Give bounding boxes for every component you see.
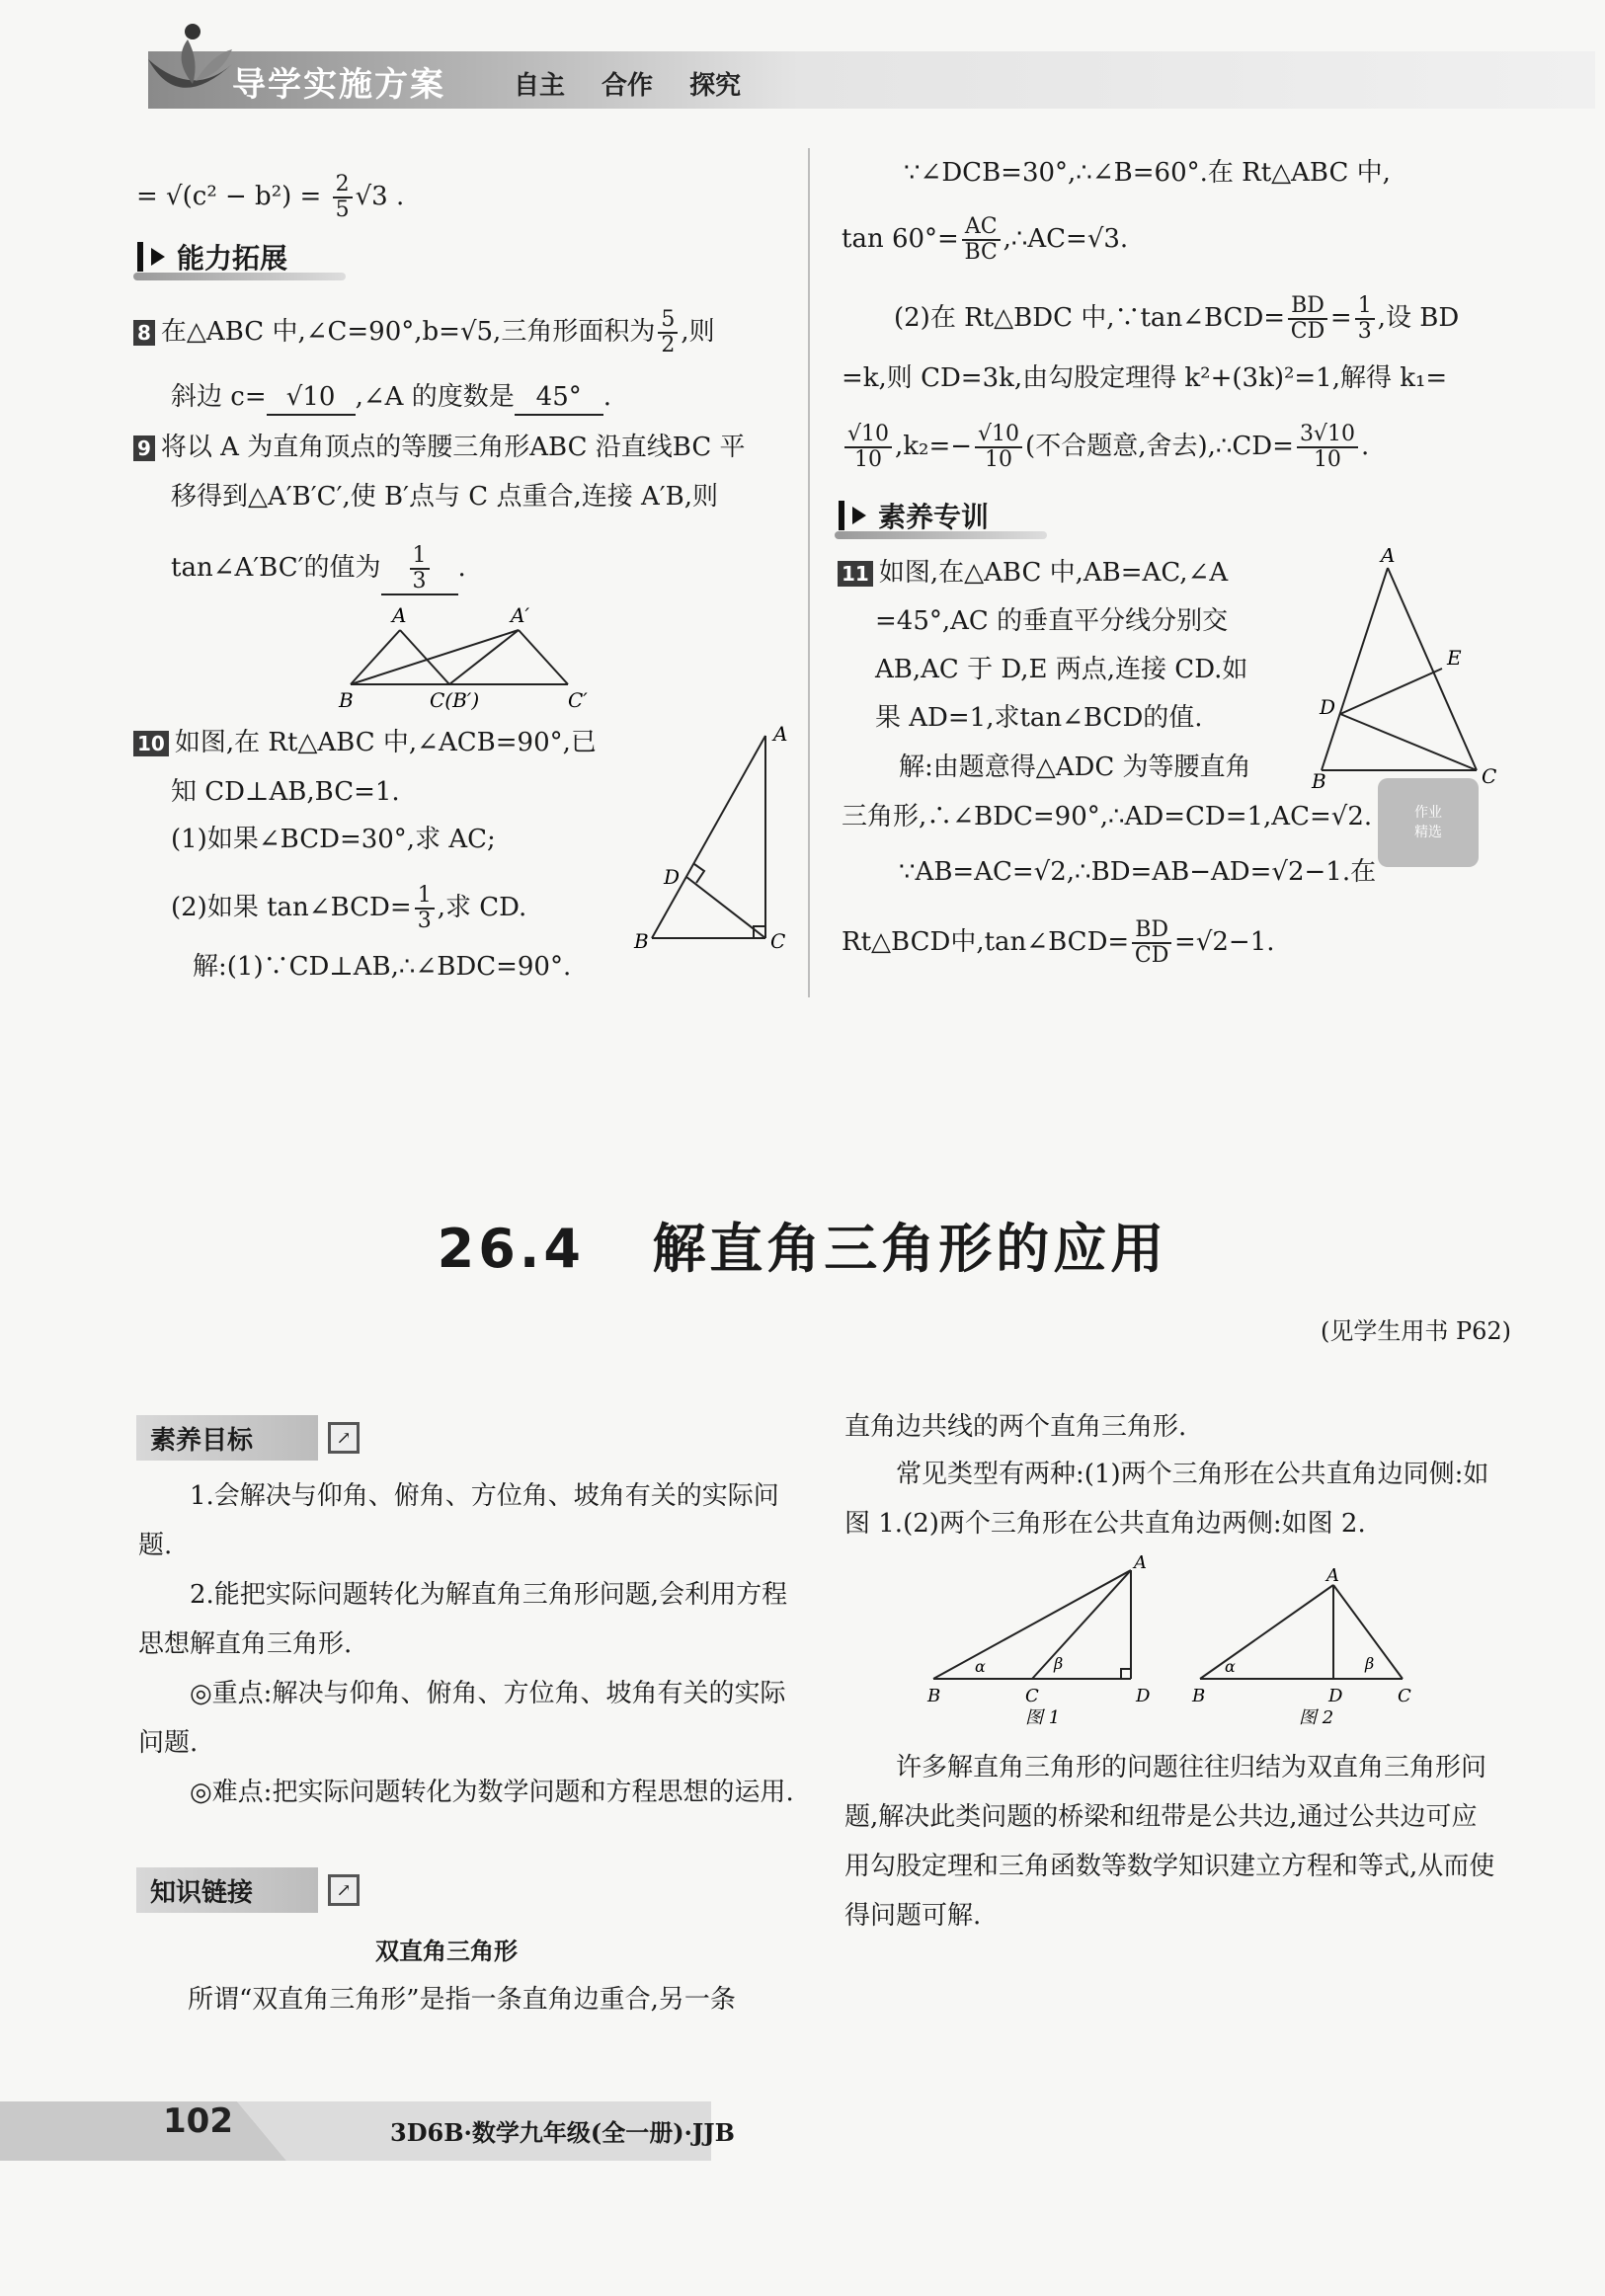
fraction-denominator: 5 bbox=[335, 198, 350, 222]
fraction bbox=[1288, 294, 1327, 344]
equation-tail: √3 . bbox=[355, 182, 405, 211]
solution-text: tan 60°= bbox=[842, 224, 959, 254]
q9-text-line-2: 移得到△A′B′C′,使 B′点与 C 点重合,连接 A′B,则 bbox=[171, 482, 719, 512]
fig-label-d: D bbox=[1320, 695, 1336, 719]
q8-period: . bbox=[602, 382, 611, 412]
fig-label-c-prime: C′ bbox=[568, 688, 588, 712]
column-divider bbox=[808, 148, 810, 997]
fraction-denominator: CD bbox=[1290, 319, 1325, 344]
q10-text: (2)如果 tan∠BCD= bbox=[171, 893, 412, 922]
fraction-denominator: 2 bbox=[661, 333, 676, 357]
question-number: 9 bbox=[133, 435, 155, 461]
question-number: 11 bbox=[838, 561, 873, 587]
equals-sign: = bbox=[1329, 303, 1352, 333]
fig1-label-b: B bbox=[927, 1686, 941, 1706]
right-angle-mark bbox=[1121, 1669, 1131, 1679]
chapter-title bbox=[0, 1207, 1605, 1283]
fig-label-a: A bbox=[773, 722, 788, 746]
q11-text-line-3: AB,AC 于 D,E 两点,连接 CD.如 bbox=[875, 655, 1248, 684]
q9-period: . bbox=[457, 553, 466, 583]
fig1-line bbox=[933, 1570, 1131, 1679]
fraction-denominator: 10 bbox=[854, 447, 882, 472]
goal-1: 1.会解决与仰角、俯角、方位角、坡角有关的实际问题. bbox=[138, 1481, 779, 1560]
fraction bbox=[962, 215, 1001, 265]
q11-text: 如图,在△ABC 中,AB=AC,∠A bbox=[878, 558, 1229, 588]
fraction-numerator: √10 bbox=[844, 423, 892, 448]
footer-band bbox=[0, 2092, 1605, 2171]
q8-text: 斜边 c= bbox=[171, 382, 267, 412]
q11-solution-line-3: ∵AB=AC=√2,∴BD=AB−AD=√2−1.在 bbox=[899, 857, 1377, 887]
fig-label-c: C(B′) bbox=[430, 688, 480, 712]
knowledge-subtitle: 双直角三角形 bbox=[375, 1938, 518, 1965]
q10-line-4 bbox=[171, 884, 526, 933]
question-number: 10 bbox=[133, 731, 169, 756]
fraction bbox=[1355, 294, 1375, 344]
q10-text: ,求 CD. bbox=[437, 893, 527, 922]
question-9 bbox=[133, 431, 746, 464]
arrow-icon: ↗ bbox=[328, 1422, 360, 1454]
double-triangle-figures bbox=[923, 1555, 1457, 1733]
solution-text: ,k₂=− bbox=[895, 432, 973, 461]
fraction-denominator: 3 bbox=[412, 569, 427, 594]
fraction-denominator: BC bbox=[964, 240, 998, 265]
book-code: 3D6B·数学九年级(全一册)·JJB bbox=[390, 2118, 735, 2147]
knowledge-para-2: 常见类型有两种:(1)两个三角形在公共直角边同侧:如图 1.(2)两个三角形在公共直角边两侧:如图 2. bbox=[844, 1460, 1489, 1539]
fraction bbox=[975, 423, 1022, 472]
fig2-label-alpha: α bbox=[1225, 1657, 1236, 1676]
section-ability-title: 能力拓展 bbox=[177, 242, 288, 275]
fraction-numerator: √10 bbox=[975, 423, 1022, 448]
fig2-label-beta: β bbox=[1365, 1654, 1375, 1673]
stamp-text: 精选 bbox=[1414, 825, 1442, 840]
fraction-numerator: 2 bbox=[333, 173, 353, 198]
chapter-number: 26.4 bbox=[437, 1218, 585, 1280]
q8-text: 在△ABC 中,∠C=90°,b=√5,三角形面积为 bbox=[160, 317, 656, 347]
fig-line bbox=[519, 630, 568, 684]
q10-solution-line: 解:(1)∵CD⊥AB,∴∠BDC=90°. bbox=[193, 952, 572, 982]
equation-text: = √(c² − b²) = bbox=[136, 182, 330, 211]
fig2-label-d: D bbox=[1328, 1686, 1343, 1706]
chapter-name: 解直角三角形的应用 bbox=[652, 1218, 1168, 1280]
fig-label-c: C bbox=[1482, 764, 1497, 788]
fig1-label-c: C bbox=[1025, 1686, 1039, 1706]
fraction-numerator: 1 bbox=[410, 544, 430, 570]
fraction-denominator: 10 bbox=[1313, 447, 1341, 472]
fig2-label-b: B bbox=[1192, 1686, 1206, 1706]
fraction-numerator: BD bbox=[1132, 918, 1171, 944]
q8-text: ,∠A 的度数是 bbox=[355, 382, 515, 412]
goals-tag bbox=[136, 1415, 360, 1461]
q9-figure bbox=[331, 600, 607, 719]
goals-label: 素养目标 bbox=[136, 1415, 318, 1461]
solution-text: (2)在 Rt△BDC 中,∵tan∠BCD= bbox=[894, 303, 1286, 333]
solution-line-2 bbox=[842, 215, 1128, 265]
section-literacy bbox=[835, 494, 1047, 539]
fraction-numerator: 5 bbox=[658, 308, 678, 334]
fraction-denominator: 3 bbox=[1357, 319, 1372, 344]
solution-text: (不合题意,舍去),∴CD= bbox=[1025, 432, 1294, 461]
fig-label-c: C bbox=[770, 929, 786, 953]
fig-label-a: A bbox=[392, 603, 407, 627]
fig1-line bbox=[1032, 1570, 1131, 1679]
fig-label-a: A bbox=[1381, 548, 1396, 567]
solution-text: ,设 BD bbox=[1377, 303, 1460, 333]
goal-2: 2.能把实际问题转化为解直角三角形问题,会利用方程思想解直角三角形. bbox=[138, 1580, 788, 1659]
section-ability bbox=[133, 235, 346, 280]
fig1-caption: 图 1 bbox=[1025, 1707, 1061, 1728]
q10-text-line-3: (1)如果∠BCD=30°,求 AC; bbox=[171, 825, 496, 854]
stamp-text: 作业 bbox=[1414, 805, 1442, 821]
fraction bbox=[658, 308, 678, 357]
q11-solution-line-4 bbox=[842, 918, 1275, 968]
q11-text-line-2: =45°,AC 的垂直平分线分别交 bbox=[875, 606, 1229, 636]
watermark-stamp bbox=[1378, 778, 1479, 867]
q9-line-3 bbox=[171, 544, 466, 595]
fig-label-e: E bbox=[1447, 646, 1462, 670]
section-literacy-title: 素养专训 bbox=[878, 501, 990, 533]
fig2-line bbox=[1200, 1585, 1333, 1679]
q10-figure bbox=[622, 721, 800, 958]
fig1-label-a: A bbox=[1134, 1555, 1147, 1573]
question-11 bbox=[838, 556, 1228, 590]
q8-line-2 bbox=[171, 380, 611, 416]
page-header bbox=[0, 0, 1605, 119]
question-10 bbox=[133, 726, 597, 759]
fig-line bbox=[652, 736, 765, 938]
solution-period: . bbox=[1360, 432, 1370, 461]
fraction-numerator: AC bbox=[962, 215, 1001, 241]
fraction-denominator: 3 bbox=[417, 909, 432, 933]
fig2-caption: 图 2 bbox=[1299, 1707, 1334, 1728]
fig-line bbox=[1340, 669, 1442, 714]
fig2-label-a: A bbox=[1326, 1565, 1339, 1586]
q9-text: 将以 A 为直角顶点的等腰三角形ABC 沿直线BC 平 bbox=[160, 433, 746, 462]
question-number: 8 bbox=[133, 320, 155, 346]
answer-blank bbox=[381, 544, 458, 595]
fig-label-d: D bbox=[664, 865, 681, 889]
fraction-numerator: 1 bbox=[415, 884, 435, 910]
fraction bbox=[1132, 918, 1171, 968]
fraction bbox=[415, 884, 435, 933]
q11-solution-line-1: 解:由题意得△ADC 为等腰直角 bbox=[899, 752, 1251, 782]
fig2-label-c: C bbox=[1398, 1686, 1411, 1706]
header-title: 导学实施方案 bbox=[232, 65, 445, 105]
fraction-numerator: 3√10 bbox=[1297, 423, 1358, 448]
right-angle-mark bbox=[694, 864, 704, 883]
equation-line bbox=[136, 173, 404, 222]
answer-blank: √10 bbox=[267, 380, 356, 416]
q10-text: 如图,在 Rt△ABC 中,∠ACB=90°,已 bbox=[174, 728, 597, 757]
fig-line bbox=[449, 630, 519, 684]
knowledge-tag bbox=[136, 1867, 360, 1913]
page-number: 102 bbox=[163, 2101, 233, 2141]
fig-label-b: B bbox=[634, 929, 649, 953]
answer-blank: 45° bbox=[515, 380, 603, 416]
q8-text-end: ,则 bbox=[681, 317, 715, 347]
knowledge-para-1: 所谓“双直角三角形”是指一条直角边重合,另一条 bbox=[188, 1985, 736, 2015]
reference-note: (见学生用书 P62) bbox=[1320, 1317, 1511, 1345]
q10-text-line-2: 知 CD⊥AB,BC=1. bbox=[171, 777, 400, 807]
fraction bbox=[844, 423, 892, 472]
header-tags: 自主 合作 探究 bbox=[514, 71, 742, 101]
fraction-numerator: 1 bbox=[1355, 294, 1375, 320]
fraction-numerator: BD bbox=[1288, 294, 1327, 320]
solution-text: ,∴AC=√3. bbox=[1003, 224, 1129, 254]
solution-line-1: ∵∠DCB=30°,∴∠B=60°.在 Rt△ABC 中, bbox=[904, 158, 1391, 188]
arrow-icon: ↗ bbox=[328, 1874, 360, 1906]
solution-text: =√2−1. bbox=[1174, 927, 1275, 957]
goal-hard: ◎难点:把实际问题转化为数学问题和方程思想的运用. bbox=[190, 1778, 794, 1807]
q11-figure bbox=[1304, 548, 1501, 790]
q11-solution-line-2: 三角形,∴∠BDC=90°,∴AD=CD=1,AC=√2. bbox=[842, 802, 1373, 831]
fraction bbox=[1297, 423, 1358, 472]
fig1-label-d: D bbox=[1136, 1686, 1151, 1706]
solution-text: Rt△BCD中,tan∠BCD= bbox=[842, 927, 1130, 957]
q9-text: tan∠A′BC′的值为 bbox=[171, 553, 381, 583]
knowledge-label: 知识链接 bbox=[136, 1867, 318, 1913]
fig1-label-beta: β bbox=[1054, 1654, 1064, 1673]
solution-line-4: =k,则 CD=3k,由勾股定理得 k²+(3k)²=1,解得 k₁= bbox=[842, 363, 1448, 393]
fraction bbox=[333, 173, 353, 222]
fraction-denominator: CD bbox=[1134, 943, 1169, 968]
solution-line-5 bbox=[842, 423, 1369, 472]
q11-text-line-4: 果 AD=1,求tan∠BCD的值. bbox=[875, 703, 1203, 733]
fig-line bbox=[1322, 568, 1388, 770]
knowledge-para-1-cont: 直角边共线的两个直角三角形. bbox=[844, 1412, 1187, 1442]
question-8 bbox=[133, 308, 715, 357]
solution-line-3 bbox=[894, 294, 1459, 344]
knowledge-para-3: 许多解直角三角形的问题往往归结为双直角三角形问题,解决此类问题的桥梁和纽带是公共边,通过公共边可应用勾股定理和三角函数等数学知识建立方程和等式,从而使得问题可解. bbox=[844, 1753, 1495, 1931]
fig-label-b: B bbox=[339, 688, 354, 712]
fig-line bbox=[400, 630, 449, 684]
fig-label-b: B bbox=[1312, 769, 1326, 790]
fig-label-a-prime: A′ bbox=[511, 603, 529, 627]
goal-key: ◎重点:解决与仰角、俯角、方位角、坡角有关的实际问题. bbox=[138, 1679, 786, 1758]
logo-icon bbox=[138, 20, 247, 119]
fig1-label-alpha: α bbox=[975, 1657, 986, 1676]
fraction-denominator: 10 bbox=[985, 447, 1013, 472]
